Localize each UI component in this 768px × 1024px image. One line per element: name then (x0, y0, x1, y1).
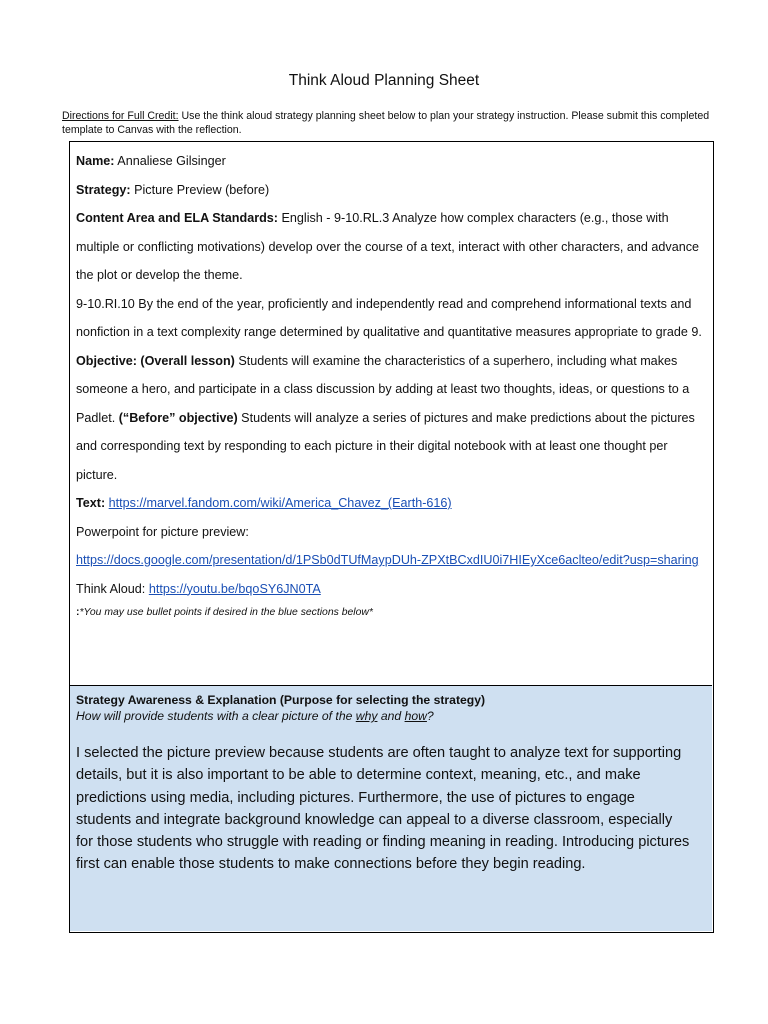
objective-label: Objective: (Overall lesson) (76, 353, 235, 368)
objective-value: Students will examine the characteristics of a superhero, including what makes someone a hero, and participate in a class discussion by adding at least two thoughts, ideas, or questions to a Padlet. (76, 353, 690, 425)
standards-value: English - 9-10.RL.3 Analyze how complex characters (e.g., those with multiple or conflicting motivations) develop over the course of a text, interact with other characters, and advance the plot or develop the theme. (76, 211, 700, 282)
page-title: Think Aloud Planning Sheet (288, 72, 480, 89)
prompt-before: How will provide students with a clear picture of the (76, 709, 356, 723)
note-prefix: : (76, 607, 80, 618)
before-objective-value: Students will analyze a series of pictures and make predictions about the pictures and corresponding text by responding to each picture in their digital notebook with at least one thought per picture. (76, 410, 695, 482)
strategy-awareness-section (70, 685, 712, 931)
standards-row-2 (76, 290, 706, 347)
bullet-note (76, 603, 706, 623)
think-aloud-label: Think Aloud: (76, 581, 146, 596)
powerpoint-row (76, 518, 706, 547)
standards-value-2: 9-10.RI.10 By the end of the year, proficiently and independently read and comprehend informational texts and nonfiction in a text complexity range determined by qualitative and quantitative measures appropriate to grade 9. (76, 296, 702, 339)
plan-details (70, 142, 712, 685)
name-value: Annaliese Gilsinger (114, 154, 226, 168)
section-heading: Strategy Awareness & Explanation (Purpose for selecting the strategy) (76, 693, 486, 707)
directions-text: Use the think aloud strategy planning sheet below to plan your strategy instruction. Please submit this completed template to Canvas with the reflection. (62, 110, 710, 136)
prompt-and: and (377, 709, 405, 723)
directions-label: Directions for Full Credit: (62, 110, 179, 122)
text-row (76, 489, 706, 518)
directions (62, 109, 722, 137)
planning-table (69, 141, 714, 933)
note-text: *You may use bullet points if desired in the blue sections below* (79, 607, 373, 618)
before-objective-label: (“Before” objective) (118, 410, 238, 425)
section-prompt (76, 708, 706, 724)
name-row (76, 147, 706, 176)
standards-row (76, 204, 706, 290)
strategy-row (76, 176, 706, 205)
objective-row (76, 347, 706, 490)
strategy-value: Picture Preview (before) (130, 182, 270, 197)
text-label: Text: (76, 496, 106, 510)
standards-label: Content Area and ELA Standards: (76, 211, 278, 225)
powerpoint-label: Powerpoint for picture preview: (76, 524, 249, 539)
strategy-label: Strategy: (76, 182, 131, 197)
name-label: Name: (76, 154, 115, 168)
text-link[interactable]: https://marvel.fandom.com/wiki/America_Chavez_(Earth-616) (108, 496, 452, 510)
prompt-end: ? (426, 709, 434, 723)
powerpoint-link-row (76, 546, 706, 575)
prompt-how: how (404, 709, 427, 723)
think-aloud-row (76, 575, 706, 604)
powerpoint-link[interactable]: https://docs.google.com/presentation/d/1PSb0dTUfMaypDUh-ZPXtBCxdIU0i7HIEyXce6aclteo/edit?usp=sharing (76, 553, 699, 567)
think-aloud-link[interactable]: https://youtu.be/bqoSY6JN0TA (148, 581, 321, 596)
prompt-why: why (355, 709, 378, 723)
section-answer: I selected the picture preview because students are often taught to analyze text for supporting details, but it is also important to be able to determine context, meaning, etc., and make predictions using media, including pictures. Furthermore, the use of pictures to engage students and integrate background knowledge can appeal to a diverse classroom, especially for those students who struggle with reading or finding meaning in reading. Introducing pictures first can enable those students to make connections before they begin reading. (76, 745, 690, 873)
